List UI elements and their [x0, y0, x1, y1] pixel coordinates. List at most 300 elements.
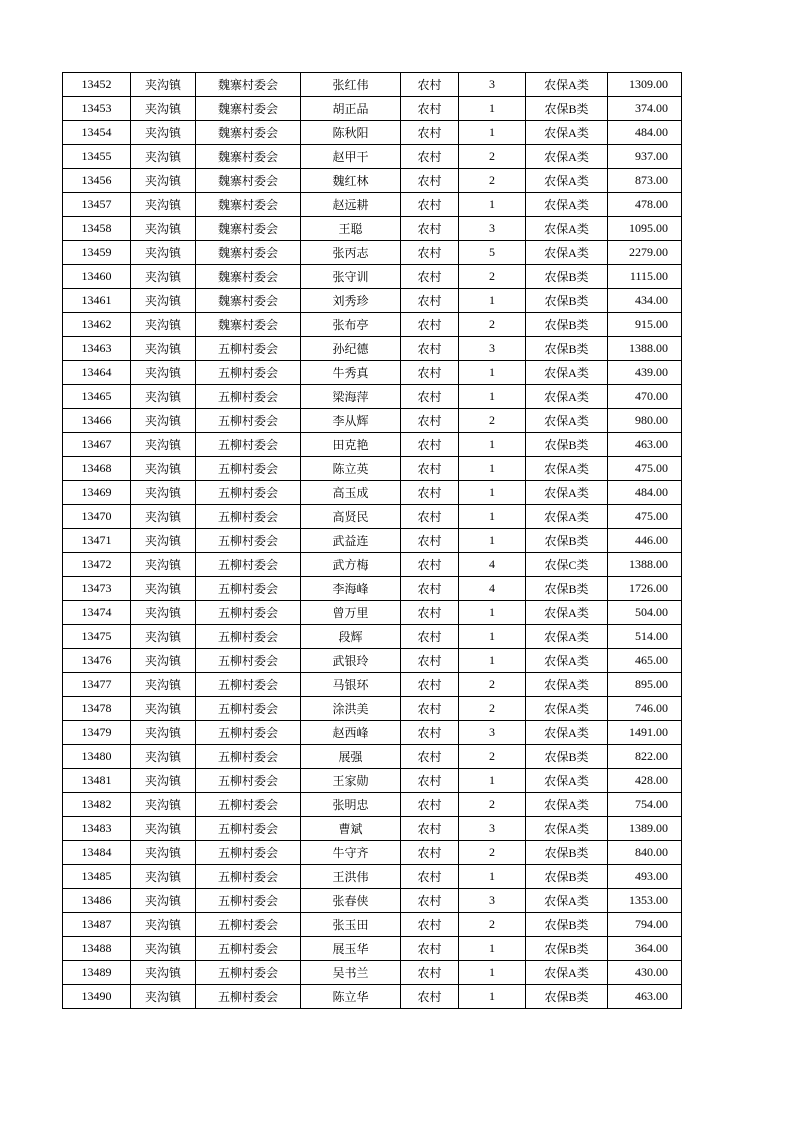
cell-person-name: 张红伟 — [301, 73, 401, 97]
cell-town: 夹沟镇 — [131, 481, 196, 505]
cell-town: 夹沟镇 — [131, 553, 196, 577]
cell-amount: 504.00 — [608, 601, 682, 625]
cell-amount: 478.00 — [608, 193, 682, 217]
cell-amount: 364.00 — [608, 937, 682, 961]
cell-residence-type: 农村 — [401, 217, 459, 241]
cell-village-committee: 五柳村委会 — [196, 961, 301, 985]
table-row — [63, 625, 682, 649]
cell-person-count: 2 — [459, 745, 526, 769]
cell-insurance-category: 农保A类 — [526, 409, 608, 433]
cell-serial-no: 13473 — [63, 577, 131, 601]
cell-serial-no: 13481 — [63, 769, 131, 793]
cell-town: 夹沟镇 — [131, 625, 196, 649]
cell-amount: 1389.00 — [608, 817, 682, 841]
cell-residence-type: 农村 — [401, 289, 459, 313]
table-body — [63, 73, 682, 1009]
cell-residence-type: 农村 — [401, 385, 459, 409]
cell-town: 夹沟镇 — [131, 121, 196, 145]
cell-village-committee: 五柳村委会 — [196, 985, 301, 1009]
cell-town: 夹沟镇 — [131, 385, 196, 409]
cell-insurance-category: 农保A类 — [526, 673, 608, 697]
cell-village-committee: 五柳村委会 — [196, 865, 301, 889]
cell-residence-type: 农村 — [401, 529, 459, 553]
cell-residence-type: 农村 — [401, 769, 459, 793]
cell-insurance-category: 农保B类 — [526, 337, 608, 361]
cell-amount: 484.00 — [608, 121, 682, 145]
cell-person-count: 1 — [459, 385, 526, 409]
cell-person-count: 2 — [459, 913, 526, 937]
cell-insurance-category: 农保A类 — [526, 193, 608, 217]
cell-person-name: 陈立英 — [301, 457, 401, 481]
cell-town: 夹沟镇 — [131, 313, 196, 337]
cell-residence-type: 农村 — [401, 193, 459, 217]
table-row — [63, 265, 682, 289]
cell-insurance-category: 农保A类 — [526, 169, 608, 193]
cell-residence-type: 农村 — [401, 745, 459, 769]
cell-residence-type: 农村 — [401, 817, 459, 841]
table-row — [63, 193, 682, 217]
cell-insurance-category: 农保A类 — [526, 145, 608, 169]
cell-person-name: 赵西峰 — [301, 721, 401, 745]
cell-insurance-category: 农保B类 — [526, 313, 608, 337]
cell-residence-type: 农村 — [401, 457, 459, 481]
cell-town: 夹沟镇 — [131, 217, 196, 241]
cell-insurance-category: 农保A类 — [526, 217, 608, 241]
cell-serial-no: 13476 — [63, 649, 131, 673]
cell-person-count: 2 — [459, 313, 526, 337]
table-row — [63, 505, 682, 529]
cell-person-count: 1 — [459, 505, 526, 529]
cell-residence-type: 农村 — [401, 169, 459, 193]
cell-serial-no: 13474 — [63, 601, 131, 625]
cell-town: 夹沟镇 — [131, 841, 196, 865]
cell-amount: 822.00 — [608, 745, 682, 769]
cell-serial-no: 13479 — [63, 721, 131, 745]
cell-amount: 465.00 — [608, 649, 682, 673]
cell-residence-type: 农村 — [401, 697, 459, 721]
cell-person-name: 魏红林 — [301, 169, 401, 193]
cell-person-name: 陈立华 — [301, 985, 401, 1009]
cell-serial-no: 13464 — [63, 361, 131, 385]
table-row — [63, 889, 682, 913]
cell-person-count: 1 — [459, 289, 526, 313]
cell-insurance-category: 农保A类 — [526, 961, 608, 985]
cell-person-name: 牛秀真 — [301, 361, 401, 385]
cell-village-committee: 魏寨村委会 — [196, 193, 301, 217]
cell-person-count: 1 — [459, 649, 526, 673]
cell-person-name: 赵甲干 — [301, 145, 401, 169]
cell-amount: 1309.00 — [608, 73, 682, 97]
cell-town: 夹沟镇 — [131, 505, 196, 529]
cell-town: 夹沟镇 — [131, 457, 196, 481]
cell-town: 夹沟镇 — [131, 169, 196, 193]
cell-insurance-category: 农保B类 — [526, 865, 608, 889]
cell-serial-no: 13469 — [63, 481, 131, 505]
table-row — [63, 745, 682, 769]
cell-person-name: 孙纪德 — [301, 337, 401, 361]
cell-person-name: 李从辉 — [301, 409, 401, 433]
cell-person-count: 1 — [459, 625, 526, 649]
cell-person-count: 1 — [459, 937, 526, 961]
cell-town: 夹沟镇 — [131, 697, 196, 721]
cell-insurance-category: 农保C类 — [526, 553, 608, 577]
cell-person-name: 李海峰 — [301, 577, 401, 601]
cell-serial-no: 13454 — [63, 121, 131, 145]
cell-serial-no: 13477 — [63, 673, 131, 697]
cell-amount: 463.00 — [608, 433, 682, 457]
cell-serial-no: 13463 — [63, 337, 131, 361]
cell-insurance-category: 农保B类 — [526, 745, 608, 769]
cell-amount: 754.00 — [608, 793, 682, 817]
cell-residence-type: 农村 — [401, 601, 459, 625]
cell-amount: 1726.00 — [608, 577, 682, 601]
cell-village-committee: 魏寨村委会 — [196, 217, 301, 241]
cell-insurance-category: 农保A类 — [526, 721, 608, 745]
cell-town: 夹沟镇 — [131, 97, 196, 121]
table-row — [63, 217, 682, 241]
cell-amount: 446.00 — [608, 529, 682, 553]
cell-person-name: 段辉 — [301, 625, 401, 649]
cell-serial-no: 13472 — [63, 553, 131, 577]
cell-person-count: 4 — [459, 553, 526, 577]
cell-insurance-category: 农保B类 — [526, 841, 608, 865]
cell-residence-type: 农村 — [401, 505, 459, 529]
cell-insurance-category: 农保A类 — [526, 121, 608, 145]
cell-person-count: 1 — [459, 97, 526, 121]
cell-village-committee: 五柳村委会 — [196, 889, 301, 913]
cell-town: 夹沟镇 — [131, 145, 196, 169]
table-row — [63, 169, 682, 193]
cell-village-committee: 五柳村委会 — [196, 913, 301, 937]
cell-person-count: 1 — [459, 985, 526, 1009]
table-row — [63, 409, 682, 433]
cell-village-committee: 魏寨村委会 — [196, 121, 301, 145]
table-row — [63, 649, 682, 673]
cell-residence-type: 农村 — [401, 73, 459, 97]
cell-town: 夹沟镇 — [131, 433, 196, 457]
cell-serial-no: 13489 — [63, 961, 131, 985]
cell-serial-no: 13478 — [63, 697, 131, 721]
cell-residence-type: 农村 — [401, 577, 459, 601]
cell-person-name: 高玉成 — [301, 481, 401, 505]
cell-insurance-category: 农保A类 — [526, 793, 608, 817]
cell-town: 夹沟镇 — [131, 265, 196, 289]
cell-town: 夹沟镇 — [131, 529, 196, 553]
cell-amount: 514.00 — [608, 625, 682, 649]
cell-village-committee: 五柳村委会 — [196, 673, 301, 697]
cell-insurance-category: 农保B类 — [526, 289, 608, 313]
cell-person-name: 陈秋阳 — [301, 121, 401, 145]
cell-village-committee: 五柳村委会 — [196, 625, 301, 649]
cell-town: 夹沟镇 — [131, 289, 196, 313]
cell-residence-type: 农村 — [401, 337, 459, 361]
table-row — [63, 913, 682, 937]
cell-person-name: 梁海萍 — [301, 385, 401, 409]
cell-serial-no: 13471 — [63, 529, 131, 553]
cell-insurance-category: 农保B类 — [526, 529, 608, 553]
cell-residence-type: 农村 — [401, 889, 459, 913]
cell-village-committee: 五柳村委会 — [196, 409, 301, 433]
table-row — [63, 577, 682, 601]
table-row — [63, 937, 682, 961]
cell-person-name: 张春侠 — [301, 889, 401, 913]
cell-amount: 746.00 — [608, 697, 682, 721]
cell-village-committee: 魏寨村委会 — [196, 97, 301, 121]
cell-amount: 374.00 — [608, 97, 682, 121]
cell-person-name: 高贤民 — [301, 505, 401, 529]
cell-town: 夹沟镇 — [131, 361, 196, 385]
cell-town: 夹沟镇 — [131, 889, 196, 913]
cell-person-count: 2 — [459, 409, 526, 433]
cell-serial-no: 13468 — [63, 457, 131, 481]
cell-residence-type: 农村 — [401, 241, 459, 265]
cell-town: 夹沟镇 — [131, 673, 196, 697]
cell-person-name: 张丙志 — [301, 241, 401, 265]
table-row — [63, 961, 682, 985]
cell-amount: 430.00 — [608, 961, 682, 985]
cell-person-count: 3 — [459, 817, 526, 841]
cell-residence-type: 农村 — [401, 985, 459, 1009]
cell-town: 夹沟镇 — [131, 337, 196, 361]
table-row — [63, 865, 682, 889]
cell-person-count: 1 — [459, 529, 526, 553]
cell-person-count: 2 — [459, 145, 526, 169]
cell-residence-type: 农村 — [401, 673, 459, 697]
cell-town: 夹沟镇 — [131, 913, 196, 937]
cell-serial-no: 13482 — [63, 793, 131, 817]
cell-person-count: 1 — [459, 601, 526, 625]
table-row — [63, 529, 682, 553]
cell-insurance-category: 农保A类 — [526, 889, 608, 913]
cell-person-name: 王家勋 — [301, 769, 401, 793]
cell-village-committee: 魏寨村委会 — [196, 241, 301, 265]
cell-person-count: 2 — [459, 697, 526, 721]
cell-person-name: 武方梅 — [301, 553, 401, 577]
cell-person-count: 2 — [459, 169, 526, 193]
cell-person-name: 吴书兰 — [301, 961, 401, 985]
cell-village-committee: 五柳村委会 — [196, 433, 301, 457]
cell-person-count: 1 — [459, 481, 526, 505]
cell-person-count: 2 — [459, 841, 526, 865]
cell-village-committee: 五柳村委会 — [196, 601, 301, 625]
cell-insurance-category: 农保A类 — [526, 457, 608, 481]
cell-serial-no: 13484 — [63, 841, 131, 865]
cell-village-committee: 魏寨村委会 — [196, 73, 301, 97]
cell-village-committee: 五柳村委会 — [196, 385, 301, 409]
cell-serial-no: 13462 — [63, 313, 131, 337]
cell-amount: 2279.00 — [608, 241, 682, 265]
table-row — [63, 721, 682, 745]
cell-serial-no: 13457 — [63, 193, 131, 217]
cell-amount: 470.00 — [608, 385, 682, 409]
cell-village-committee: 五柳村委会 — [196, 769, 301, 793]
cell-person-name: 展玉华 — [301, 937, 401, 961]
cell-town: 夹沟镇 — [131, 601, 196, 625]
table-row — [63, 769, 682, 793]
cell-serial-no: 13456 — [63, 169, 131, 193]
cell-residence-type: 农村 — [401, 265, 459, 289]
cell-insurance-category: 农保B类 — [526, 985, 608, 1009]
cell-insurance-category: 农保A类 — [526, 385, 608, 409]
cell-town: 夹沟镇 — [131, 817, 196, 841]
cell-serial-no: 13487 — [63, 913, 131, 937]
table-row — [63, 313, 682, 337]
cell-insurance-category: 农保A类 — [526, 817, 608, 841]
table-row — [63, 817, 682, 841]
cell-town: 夹沟镇 — [131, 193, 196, 217]
cell-residence-type: 农村 — [401, 97, 459, 121]
cell-person-name: 曹斌 — [301, 817, 401, 841]
cell-residence-type: 农村 — [401, 793, 459, 817]
cell-amount: 980.00 — [608, 409, 682, 433]
cell-serial-no: 13455 — [63, 145, 131, 169]
table-row — [63, 673, 682, 697]
table-row — [63, 121, 682, 145]
cell-amount: 434.00 — [608, 289, 682, 313]
cell-town: 夹沟镇 — [131, 241, 196, 265]
cell-amount: 937.00 — [608, 145, 682, 169]
cell-amount: 1115.00 — [608, 265, 682, 289]
table-row — [63, 697, 682, 721]
cell-serial-no: 13480 — [63, 745, 131, 769]
table-row — [63, 553, 682, 577]
cell-insurance-category: 农保A类 — [526, 505, 608, 529]
cell-serial-no: 13452 — [63, 73, 131, 97]
cell-person-count: 5 — [459, 241, 526, 265]
cell-person-count: 1 — [459, 193, 526, 217]
cell-village-committee: 五柳村委会 — [196, 817, 301, 841]
cell-town: 夹沟镇 — [131, 769, 196, 793]
cell-insurance-category: 农保A类 — [526, 361, 608, 385]
table-row — [63, 985, 682, 1009]
cell-person-count: 4 — [459, 577, 526, 601]
cell-person-count: 3 — [459, 337, 526, 361]
cell-village-committee: 五柳村委会 — [196, 697, 301, 721]
cell-insurance-category: 农保A类 — [526, 769, 608, 793]
cell-person-name: 张玉田 — [301, 913, 401, 937]
cell-insurance-category: 农保B类 — [526, 937, 608, 961]
cell-person-name: 胡正品 — [301, 97, 401, 121]
cell-insurance-category: 农保B类 — [526, 913, 608, 937]
cell-person-name: 武益连 — [301, 529, 401, 553]
cell-person-count: 2 — [459, 793, 526, 817]
cell-serial-no: 13483 — [63, 817, 131, 841]
cell-town: 夹沟镇 — [131, 793, 196, 817]
cell-residence-type: 农村 — [401, 841, 459, 865]
cell-town: 夹沟镇 — [131, 649, 196, 673]
cell-insurance-category: 农保A类 — [526, 241, 608, 265]
cell-town: 夹沟镇 — [131, 73, 196, 97]
cell-insurance-category: 农保A类 — [526, 73, 608, 97]
cell-insurance-category: 农保A类 — [526, 649, 608, 673]
cell-person-name: 王洪伟 — [301, 865, 401, 889]
cell-amount: 794.00 — [608, 913, 682, 937]
cell-person-name: 张明忠 — [301, 793, 401, 817]
cell-person-count: 1 — [459, 361, 526, 385]
cell-residence-type: 农村 — [401, 721, 459, 745]
table-row — [63, 385, 682, 409]
cell-village-committee: 五柳村委会 — [196, 649, 301, 673]
table-row — [63, 457, 682, 481]
cell-village-committee: 五柳村委会 — [196, 361, 301, 385]
cell-serial-no: 13470 — [63, 505, 131, 529]
table-row — [63, 97, 682, 121]
cell-serial-no: 13453 — [63, 97, 131, 121]
cell-residence-type: 农村 — [401, 937, 459, 961]
cell-person-name: 牛守齐 — [301, 841, 401, 865]
cell-person-count: 3 — [459, 721, 526, 745]
cell-village-committee: 五柳村委会 — [196, 553, 301, 577]
cell-village-committee: 魏寨村委会 — [196, 145, 301, 169]
cell-person-count: 1 — [459, 865, 526, 889]
cell-person-name: 涂洪美 — [301, 697, 401, 721]
cell-serial-no: 13465 — [63, 385, 131, 409]
cell-town: 夹沟镇 — [131, 577, 196, 601]
cell-residence-type: 农村 — [401, 961, 459, 985]
cell-amount: 895.00 — [608, 673, 682, 697]
cell-amount: 475.00 — [608, 457, 682, 481]
cell-amount: 1353.00 — [608, 889, 682, 913]
cell-insurance-category: 农保B类 — [526, 265, 608, 289]
cell-serial-no: 13466 — [63, 409, 131, 433]
cell-person-count: 1 — [459, 961, 526, 985]
cell-residence-type: 农村 — [401, 553, 459, 577]
cell-village-committee: 五柳村委会 — [196, 481, 301, 505]
cell-person-name: 曾万里 — [301, 601, 401, 625]
cell-residence-type: 农村 — [401, 625, 459, 649]
cell-serial-no: 13460 — [63, 265, 131, 289]
cell-person-count: 1 — [459, 433, 526, 457]
cell-serial-no: 13458 — [63, 217, 131, 241]
cell-town: 夹沟镇 — [131, 985, 196, 1009]
cell-town: 夹沟镇 — [131, 409, 196, 433]
cell-village-committee: 五柳村委会 — [196, 745, 301, 769]
cell-village-committee: 五柳村委会 — [196, 337, 301, 361]
cell-serial-no: 13490 — [63, 985, 131, 1009]
cell-insurance-category: 农保A类 — [526, 697, 608, 721]
table-row — [63, 481, 682, 505]
cell-person-count: 2 — [459, 265, 526, 289]
cell-village-committee: 五柳村委会 — [196, 937, 301, 961]
cell-amount: 484.00 — [608, 481, 682, 505]
cell-person-count: 3 — [459, 217, 526, 241]
cell-person-name: 田克艳 — [301, 433, 401, 457]
cell-residence-type: 农村 — [401, 121, 459, 145]
cell-serial-no: 13467 — [63, 433, 131, 457]
cell-amount: 493.00 — [608, 865, 682, 889]
cell-village-committee: 魏寨村委会 — [196, 289, 301, 313]
cell-person-name: 刘秀珍 — [301, 289, 401, 313]
cell-person-name: 赵远耕 — [301, 193, 401, 217]
benefits-table-container — [62, 72, 682, 1009]
cell-person-count: 2 — [459, 673, 526, 697]
cell-residence-type: 农村 — [401, 481, 459, 505]
cell-village-committee: 魏寨村委会 — [196, 169, 301, 193]
table-row — [63, 433, 682, 457]
cell-town: 夹沟镇 — [131, 961, 196, 985]
table-row — [63, 841, 682, 865]
cell-residence-type: 农村 — [401, 865, 459, 889]
cell-village-committee: 五柳村委会 — [196, 841, 301, 865]
table-row — [63, 361, 682, 385]
cell-amount: 1095.00 — [608, 217, 682, 241]
cell-amount: 1388.00 — [608, 337, 682, 361]
cell-serial-no: 13475 — [63, 625, 131, 649]
cell-insurance-category: 农保B类 — [526, 433, 608, 457]
table-row — [63, 337, 682, 361]
cell-person-count: 3 — [459, 73, 526, 97]
cell-amount: 1388.00 — [608, 553, 682, 577]
